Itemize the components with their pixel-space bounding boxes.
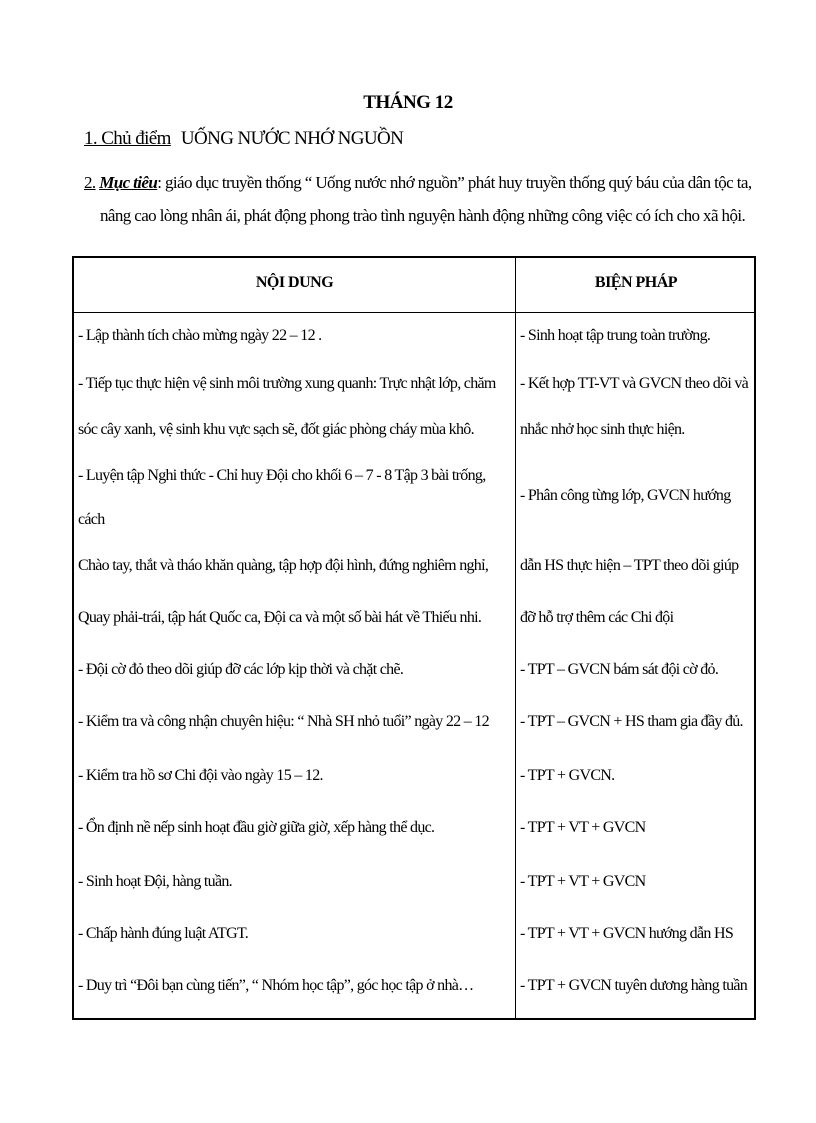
method-line: - TPT + VT + GVCN (520, 873, 646, 890)
topic-value: UỐNG NƯỚC NHỚ NGUỒN (180, 128, 404, 149)
content-line: - Lập thành tích chào mừng ngày 22 – 12 . (78, 327, 322, 344)
method-line: - TPT + GVCN tuyên dương hàng tuần (520, 977, 748, 994)
goal-label: Mục tiêu (99, 173, 158, 192)
content-line: cách (78, 511, 105, 528)
method-line: - TPT – GVCN + HS tham gia đầy đủ. (520, 713, 743, 730)
method-line: - TPT + VT + GVCN hướng dẫn HS (520, 925, 734, 942)
plan-table (72, 256, 756, 1020)
goal-number: 2. (84, 173, 96, 192)
topic-line (84, 128, 403, 150)
content-line: - Luyện tập Nghi thức - Chỉ huy Đội cho khối 6 – 7 - 8 Tập 3 bài trống, (78, 467, 486, 484)
header-content: NỘI DUNG (255, 274, 334, 291)
content-line: sóc cây xanh, vệ sinh khu vực sạch sẽ, đốt giác phòng cháy mùa khô. (78, 421, 474, 438)
method-line: dẫn HS thực hiện – TPT theo dõi giúp (520, 557, 739, 574)
content-line: Chào tay, thắt và tháo khăn quàng, tập hợp đội hình, đứng nghiêm nghỉ, (78, 557, 489, 574)
method-line: đỡ hỗ trợ thêm các Chi đội (520, 609, 674, 626)
goal-text-line2: nâng cao lòng nhân ái, phát động phong trào tình nguyện hành động những công việc có ích cho xã hội. (100, 206, 746, 225)
content-line: - Sinh hoạt Đội, hàng tuần. (78, 873, 232, 890)
content-line: - Tiếp tục thực hiện vệ sinh môi trường xung quanh: Trực nhật lớp, chăm (78, 375, 496, 392)
column-divider (515, 258, 516, 1018)
topic-number: 1. Chủ điểm (84, 128, 171, 149)
goal-text-line1: : giáo dục truyền thống “ Uống nước nhớ nguồn” phát huy truyền thống quý báu của dân tộc ta, (157, 173, 752, 192)
method-line: - Sinh hoạt tập trung toàn trường. (520, 327, 711, 344)
header-method: BIỆN PHÁP (594, 274, 678, 291)
content-line: - Ổn định nề nếp sinh hoạt đầu giờ giữa giờ, xếp hàng thể dục. (78, 819, 435, 836)
method-line: - Phân công từng lớp, GVCN hướng (520, 487, 731, 504)
method-line: nhắc nhở học sinh thực hiện. (520, 421, 685, 438)
method-line: - TPT + VT + GVCN (520, 819, 646, 836)
method-line: - TPT + GVCN. (520, 767, 615, 784)
method-line: - Kết hợp TT-VT và GVCN theo dõi và (520, 375, 749, 392)
goal-paragraph (84, 166, 774, 232)
content-line: - Duy trì “Đôi bạn cùng tiến”, “ Nhóm học tập”, góc học tập ở nhà… (78, 977, 474, 994)
content-line: - Chấp hành đúng luật ATGT. (78, 925, 249, 942)
content-line: Quay phải-trái, tập hát Quốc ca, Đội ca và một số bài hát về Thiếu nhi. (78, 609, 482, 626)
content-line: - Đội cờ đỏ theo dõi giúp đỡ các lớp kịp thời và chặt chẽ. (78, 661, 404, 678)
header-divider (74, 312, 754, 313)
content-line: - Kiểm tra hồ sơ Chi đội vào ngày 15 – 12. (78, 767, 323, 784)
method-line: - TPT – GVCN bám sát đội cờ đỏ. (520, 661, 719, 678)
page-title: THÁNG 12 (363, 92, 453, 113)
content-line: - Kiểm tra và công nhận chuyên hiệu: “ Nhà SH nhỏ tuổi” ngày 22 – 12 (78, 713, 489, 730)
